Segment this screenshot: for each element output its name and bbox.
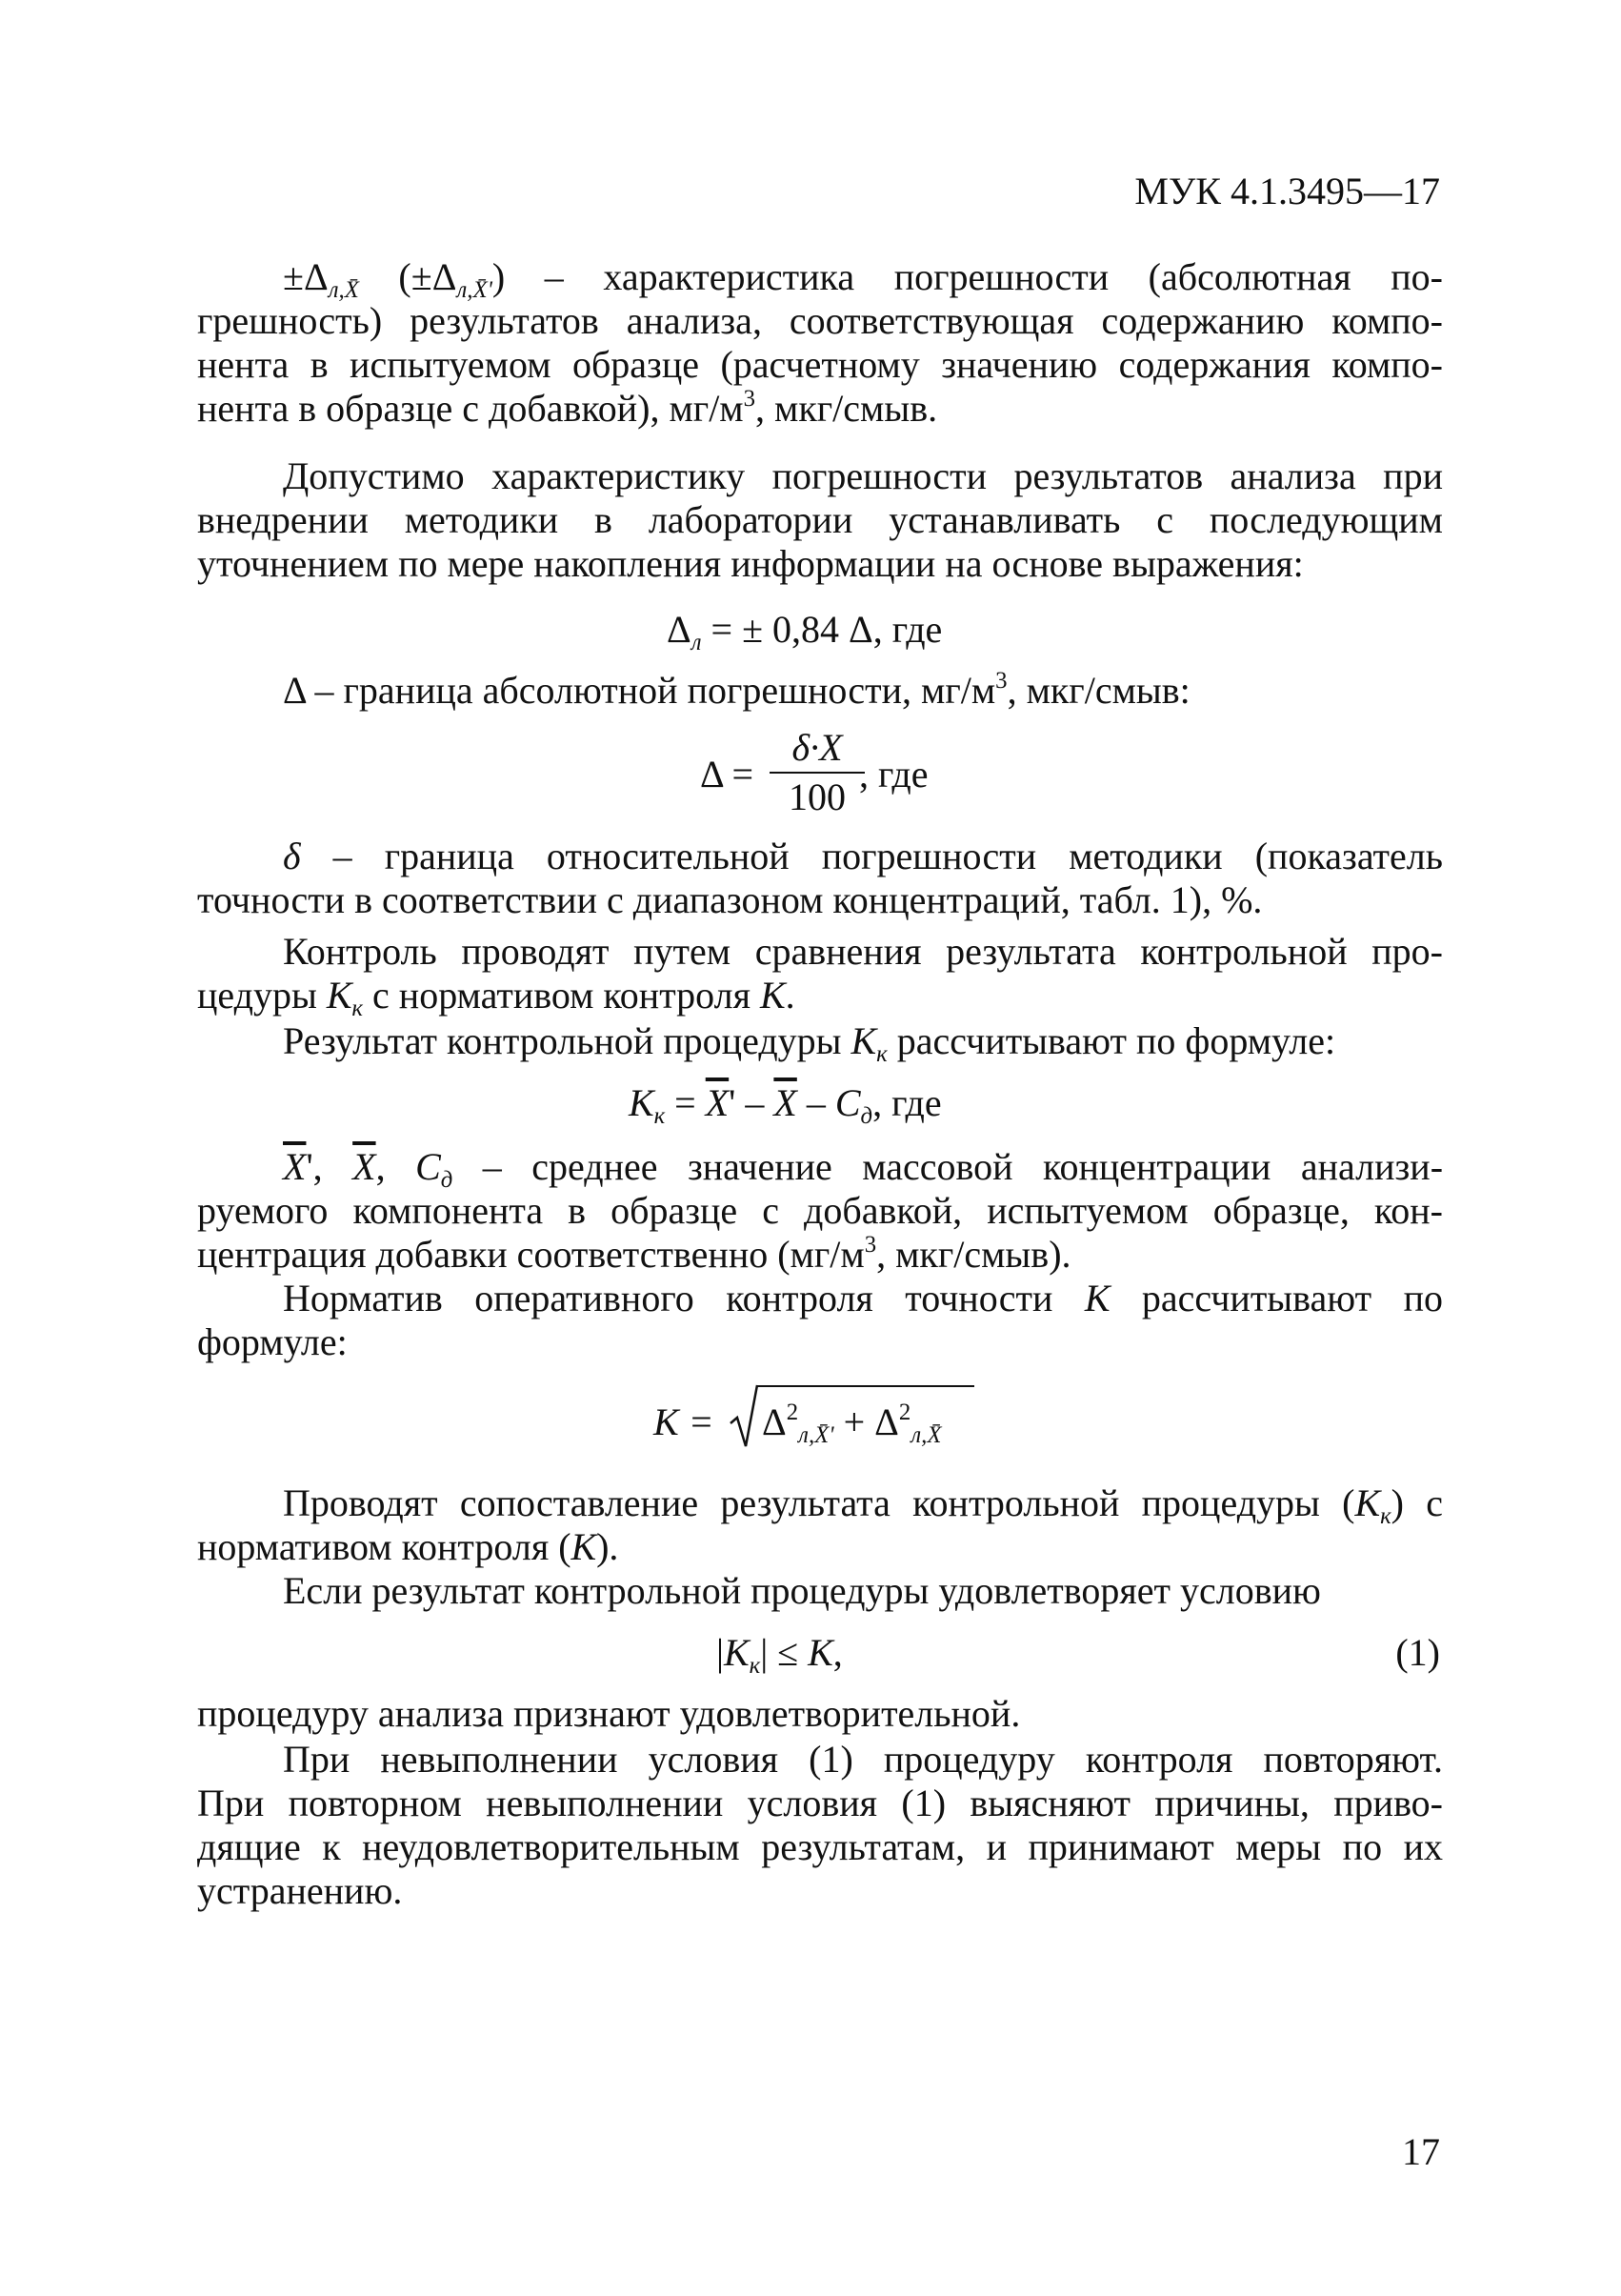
p1-line-4-tail: , мкг/смыв. <box>755 387 938 430</box>
k-symbol: К <box>1084 1277 1111 1319</box>
paragraph-norm <box>197 1277 1443 1364</box>
delta-paren-subscript: л,X̄' <box>456 277 492 303</box>
p7-line-3-tail: , мкг/смыв). <box>876 1233 1071 1276</box>
prime-mark: ' <box>729 1081 736 1124</box>
p5-line-1: Контроль проводят путем сравнения результата контрольной про- <box>283 930 1443 973</box>
equals-sign: = <box>665 1081 706 1124</box>
sqrt-sign <box>729 1383 759 1450</box>
square-superscript: 2 <box>898 1400 911 1425</box>
sqrt-bar <box>757 1385 974 1387</box>
kk-subscript: к <box>876 1041 888 1067</box>
p1-line-2: грешность) результатов анализа, соответствующая содержанию компо- <box>197 299 1443 342</box>
kk-subscript: к <box>351 996 364 1021</box>
paragraph-satisfactory: процедуру анализа признают удовлетворительной. <box>197 1692 1021 1735</box>
p9-line-1-tail: ) с <box>1391 1481 1443 1524</box>
p6-tail: рассчитывают по формуле: <box>887 1019 1336 1062</box>
p4-line-1-text: – граница относительной погрешности методики (показатель <box>300 835 1443 877</box>
square-superscript: 2 <box>786 1400 799 1425</box>
unit-superscript: 3 <box>743 386 756 412</box>
p12-line-2: При повторном невыполнении условия (1) выясняют причины, приво- <box>197 1782 1443 1824</box>
p8-line-1-tail: рассчитывают по <box>1110 1277 1443 1319</box>
p8-line-2: формуле: <box>197 1320 348 1363</box>
plus-sign: + <box>833 1400 875 1443</box>
delta-term-1: Δ <box>762 1400 787 1443</box>
minus-sign: – <box>796 1081 835 1124</box>
delta-term-2-subscript: л,X̄ <box>911 1422 942 1448</box>
comma: , <box>312 1145 353 1188</box>
p5-line-2-end: . <box>785 974 795 1017</box>
formula-delta-tail: , где <box>859 753 929 796</box>
formula-condition <box>716 1631 843 1679</box>
formula-tail: , где <box>872 1081 942 1124</box>
formula-delta-lhs: Δ = <box>700 753 754 796</box>
p7-line-1-text: – среднее значение массовой концентрации анализи- <box>452 1145 1444 1188</box>
x-mean: $\overline{X}$ <box>352 1145 376 1188</box>
p7-line-1 <box>197 1145 1444 1193</box>
paragraph-repeat <box>197 1738 1443 1913</box>
p1-line-4 <box>197 387 1443 431</box>
kk-symbol: К <box>724 1631 750 1674</box>
p1-line-1 <box>197 255 1443 303</box>
c-subscript: д <box>440 1167 453 1193</box>
numerator-text: δ·X <box>791 726 843 769</box>
delta-paren-close: ) <box>491 255 506 298</box>
paragraph-comparison <box>197 1481 1443 1569</box>
c-symbol: С <box>415 1145 441 1188</box>
p3-tail: , мкг/смыв: <box>1007 669 1191 712</box>
formula-delta-subscript: л <box>690 630 702 655</box>
prime-mark: ' <box>306 1145 313 1188</box>
c-subscript: д <box>860 1103 873 1129</box>
p9-line-2-tail: ). <box>596 1525 619 1568</box>
p9-line-2-text: нормативом контроля ( <box>197 1525 571 1568</box>
delta-subscript: л,X̄ <box>328 277 359 303</box>
paragraph-variables <box>197 1145 1443 1277</box>
kk-symbol: К <box>851 1019 877 1062</box>
p5-line-2-text: цедуры <box>197 974 327 1017</box>
unit-superscript: 3 <box>995 668 1008 694</box>
fraction-numerator <box>770 724 865 774</box>
p7-line-2: руемого компонента в образце с добавкой, испытуемом образце, кон- <box>197 1189 1443 1232</box>
x-mean: $\overline{X}$ <box>773 1081 797 1124</box>
p7-line-3 <box>197 1233 1443 1277</box>
p7-line-3-text: центрация добавки соответственно (мг/м <box>197 1233 865 1276</box>
c-symbol: С <box>834 1081 861 1124</box>
p1-line-1-text: – характеристика погрешности (абсолютная по- <box>505 255 1443 298</box>
page-number: 17 <box>1402 2130 1440 2173</box>
k-symbol: К <box>808 1631 833 1674</box>
formula-k-radicand <box>762 1400 942 1448</box>
p12-line-3: дящие к неудовлетворительным результатам, и принимают меры по их <box>197 1825 1443 1868</box>
delta-lower: δ <box>283 835 301 877</box>
p8-line-1-text: Норматив оперативного контроля точности <box>283 1277 1085 1319</box>
x-prime-mean: $\overline{X}$ <box>705 1081 730 1124</box>
k-symbol: К <box>760 974 786 1017</box>
p12-line-1: При невыполнении условия (1) процедуру контроля повторяют. <box>283 1738 1443 1781</box>
delta-symbol: ±Δ <box>283 255 329 298</box>
paragraph-error-characteristic <box>197 255 1443 431</box>
unit-superscript: 3 <box>864 1232 877 1258</box>
kk-subscript: к <box>653 1103 666 1129</box>
comma: , <box>375 1145 416 1188</box>
kk-symbol: К <box>629 1081 654 1124</box>
delta-term-1-subscript: л,X̄' <box>798 1422 834 1448</box>
p4-line-2: точности в соответствии с диапазоном концентраций, табл. 1), %. <box>197 878 1263 921</box>
p2-line-2: внедрении методики в лаборатории устанавливать с последующим <box>197 498 1443 541</box>
paragraph-absolute-error <box>283 669 1191 713</box>
formula-delta-l <box>667 608 943 655</box>
formula-delta-rhs: = ± 0,84 Δ, где <box>701 608 943 651</box>
p4-line-1 <box>197 835 1443 878</box>
formula-kk <box>629 1081 942 1129</box>
document-code: МУК 4.1.3495—17 <box>1134 170 1440 212</box>
k-symbol: К <box>570 1525 597 1568</box>
paragraph-condition: Если результат контрольной процедуры удовлетворяет условию <box>283 1569 1321 1612</box>
p3-text: Δ – граница абсолютной погрешности, мг/м <box>283 669 996 712</box>
paragraph-control-result <box>283 1019 1336 1067</box>
p9-line-2 <box>197 1525 1443 1569</box>
kk-symbol: К <box>326 974 352 1017</box>
p1-line-3: нента в испытуемом образце (расчетному значению содержания компо- <box>197 343 1443 386</box>
x-prime-mean: $\overline{X}$ <box>283 1145 307 1188</box>
paragraph-control <box>197 930 1443 1021</box>
p6-text: Результат контрольной процедуры <box>283 1019 851 1062</box>
delta-term-2: Δ <box>874 1400 899 1443</box>
kk-subscript: к <box>1380 1503 1391 1529</box>
kk-subscript: к <box>749 1653 761 1679</box>
p2-line-3: уточнением по мере накопления информации на основе выражения: <box>197 542 1304 585</box>
minus-sign: – <box>735 1081 774 1124</box>
delta-paren-open: (±Δ <box>358 255 457 298</box>
p5-line-2 <box>197 974 1443 1021</box>
formula-delta-fraction <box>770 724 865 821</box>
paragraph-allowed-characteristic <box>197 454 1443 586</box>
formula-k-lhs <box>653 1400 714 1444</box>
p1-line-4-text: нента в образце с добавкой), мг/м <box>197 387 744 430</box>
p8-line-1 <box>197 1277 1443 1320</box>
formula-delta: Δ <box>667 608 691 651</box>
p2-line-1: Допустимо характеристику погрешности результатов анализа при <box>283 454 1443 497</box>
k-equals: К = <box>653 1400 714 1443</box>
p9-line-1 <box>197 1481 1443 1529</box>
p5-line-2-mid: с нормативом контроля <box>363 974 761 1017</box>
formula-comma: , <box>832 1631 843 1674</box>
abs-close-leq: | ≤ <box>760 1631 809 1674</box>
fraction-denominator: 100 <box>789 775 846 818</box>
equation-number: (1) <box>1395 1631 1440 1674</box>
p12-line-4: устранению. <box>197 1869 403 1912</box>
p9-line-1-text: Проводят сопоставление результата контрольной процедуры ( <box>283 1481 1355 1524</box>
abs-open: | <box>716 1631 725 1674</box>
paragraph-relative-error <box>197 835 1443 922</box>
kk-symbol: К <box>1354 1481 1381 1524</box>
